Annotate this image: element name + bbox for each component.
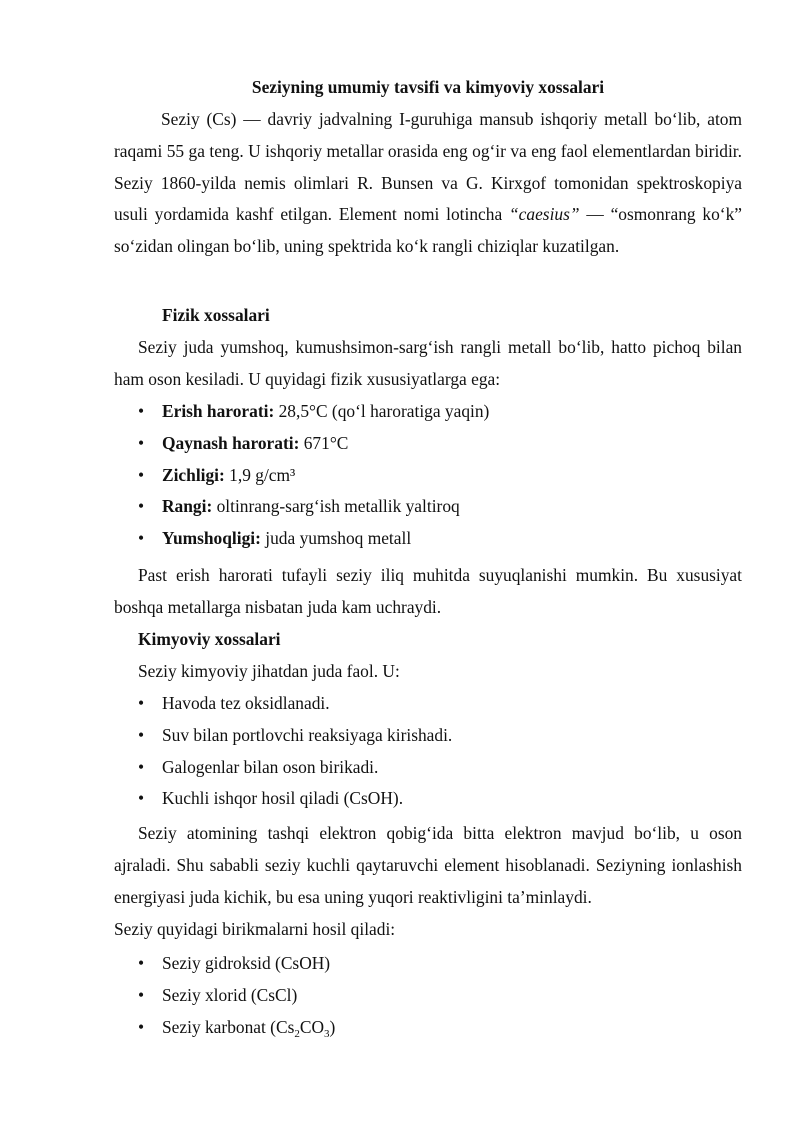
list-item [114,1012,742,1044]
property-label: Rangi: [162,496,213,517]
list-item [114,948,742,980]
list-item-text: Seziy xlorid (CsCl) [162,984,298,1005]
property-value: oltinrang-sarg‘ish metallik yaltiroq [216,496,460,517]
page-title: Seziyning umumiy tavsifi va kimyoviy xossalari [251,77,605,97]
compounds-intro: Seziy quyidagi birikmalarni hosil qiladi: [114,919,396,939]
physical-note: Past erish harorati tufayli seziy iliq muhitda suyuqlanishi mumkin. Bu xususiyat boshqa metallarga nisbatan juda kam uchraydi. [114,565,742,617]
bullet-icon: • [138,724,145,745]
physical-paragraph: Seziy juda yumshoq, kumushsimon-sarg‘ish rangli metall bo‘lib, hatto pichoq bilan ham oson kesiladi. U quyidagi fizik xususiyatlarga ega: [114,337,742,389]
subscript: 2 [294,1027,300,1040]
list-item-text: Kuchli ishqor hosil qiladi (CsOH). [162,788,404,809]
property-label: Zichligi: [162,464,225,485]
list-item [114,752,742,784]
property-value: 1,9 g/cm³ [229,464,296,485]
list-item-text: Galogenlar bilan oson birikadi. [162,756,379,777]
list-item-text: Havoda tez oksidlanadi. [162,693,330,713]
chemical-paragraph: Seziy atomining tashqi elektron qobig‘ida bitta elektron mavjud bo‘lib, u oson ajraladi. Shu sababli seziy kuchli qaytaruvchi element hisoblanadi. Seziyning ionlashish energiyasi juda kichik, bu esa uning yuqori reaktivligini ta’minlaydi. [114,823,742,907]
physical-properties-list [114,396,742,555]
bullet-icon: • [138,1016,145,1037]
list-item [114,523,742,555]
bullet-icon: • [138,464,145,485]
bullet-icon: • [138,693,145,713]
list-item [114,688,742,720]
bullet-icon: • [138,496,145,517]
property-value: 28,5°C (qo‘l haroratiga yaqin) [278,401,490,421]
list-item [114,460,742,492]
property-value: juda yumshoq metall [265,528,412,549]
bullet-icon: • [138,984,145,1005]
bullet-icon: • [138,401,145,421]
bullet-icon: • [138,953,145,973]
intro-paragraph [114,104,742,263]
bullet-icon: • [138,788,145,809]
subscript: 3 [324,1027,330,1040]
chemical-intro: Seziy kimyoviy jihatdan juda faol. U: [138,661,400,681]
carbonate-suffix: ) [329,1016,336,1037]
list-item [114,720,742,752]
list-item-text: Seziy gidroksid (CsOH) [162,953,331,973]
carbonate-mid: CO [299,1016,325,1037]
intro-text-2: — “osmonrang ko‘k” so‘zidan olingan bo‘lib, uning spektrida ko‘k rangli chiziqlar kuzatilgan. [114,204,742,257]
intro-text-1: Seziy (Cs) — davriy jadvalning I-guruhiga mansub ishqoriy metall bo‘lib, atom raqami 55 ga teng. U ishqoriy metallar orasida eng og‘ir va eng faol elementlardan biridir. Seziy 1860-yilda nemis olimlari R. Bunsen va G. Kirxgof tomonidan spektroskopiya usuli yordamida kashf etilgan. Element nomi lotincha [114,109,742,225]
carbonate-prefix: Seziy karbonat (Cs [162,1016,295,1037]
list-item [114,783,742,815]
bullet-icon: • [138,432,145,453]
property-label: Erish harorati: [162,401,275,421]
list-item-text: Suv bilan portlovchi reaksiyaga kirishadi. [162,724,453,745]
property-label: Yumshoqligi: [162,528,261,549]
list-item [114,980,742,1012]
list-item [114,396,742,428]
list-item [114,491,742,523]
intro-latin-term: “caesius” [509,204,580,225]
property-label: Qaynash harorati: [162,432,300,453]
chemical-heading: Kimyoviy xossalari [138,629,281,649]
chemical-properties-list [114,688,742,815]
compounds-list [114,948,742,1043]
property-value: 671°C [303,432,349,453]
list-item [114,428,742,460]
bullet-icon: • [138,528,145,549]
bullet-icon: • [138,756,145,777]
physical-heading: Fizik xossalari [162,305,270,325]
